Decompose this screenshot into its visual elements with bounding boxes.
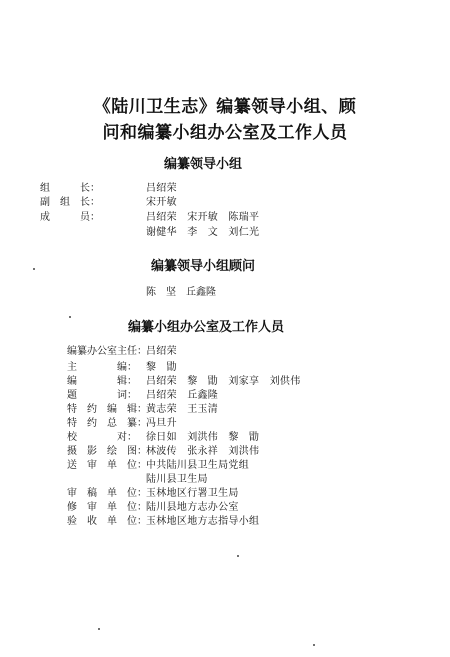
office-row [67,488,307,500]
office-row [67,432,307,444]
page-title-line-1: 《陆川卫生志》编纂领导小组、顾 [93,97,357,117]
office-row [67,474,307,486]
leadership-row [40,183,290,195]
office-row [67,460,307,472]
office-row-label: 验 收 单 位： [67,516,147,527]
scan-speck [69,316,71,318]
office-row-value: 陆川县地方志办公室 [146,502,239,513]
scan-speck [98,628,100,630]
scan-speck [237,555,239,557]
page-title-line-2: 问和编纂小组办公室及工作人员 [102,123,348,143]
office-row-label: 修 审 单 位： [67,502,147,513]
office-row-value: 林波传 张永祥 刘洪伟 [146,446,260,457]
office-row [67,362,307,374]
office-row [67,346,307,358]
leadership-row-value: 谢健华 李 文 刘仁光 [146,227,260,238]
office-row-label: 摄 影 绘 图： [67,446,147,457]
office-row [67,516,307,528]
office-row-value: 中共陆川县卫生局党组 [146,460,249,471]
office-row-label: 特 约 编 辑： [67,404,147,415]
office-row-label: 编 辑： [67,376,137,387]
office-row-value: 黄志荣 王玉清 [146,404,219,415]
leadership-row-label: 组 长： [40,183,100,194]
leadership-row-value: 吕绍荣 宋开敏 陈瑞平 [146,212,260,223]
office-row-value: 玉林地区行署卫生局 [146,488,239,499]
office-row-label: 主 编： [67,362,137,373]
office-row [67,404,307,416]
leadership-heading: 编纂领导小组 [164,157,243,172]
office-row-value: 玉林地区地方志指导小组 [146,516,260,527]
office-heading: 编纂小组办公室及工作人员 [128,320,285,335]
leadership-row-value: 宋开敏 [146,197,177,208]
office-row-value: 吕绍荣 黎 勖 刘家享 刘供伟 [146,376,301,387]
advisors-names: 陈 坚 丘鑫隆 [146,287,216,298]
office-row-value: 冯旦升 [146,418,177,429]
leadership-row-value: 吕绍荣 [146,183,177,194]
leadership-row-label: 成 员： [40,212,100,223]
office-row [67,418,307,430]
office-row-label: 送 审 单 位： [67,460,147,471]
advisors-heading: 编纂领导小组顾问 [151,259,256,274]
leadership-row [40,212,290,224]
office-row-value: 陆川县卫生局 [146,474,208,485]
office-row-value: 吕绍荣 [146,346,177,357]
office-row-label: 特 约 总 纂： [67,418,147,429]
leadership-row [40,197,290,209]
office-row-label: 题 词： [67,390,137,401]
leadership-row [40,227,290,239]
scan-speck [33,268,35,270]
office-row-label: 审 稿 单 位： [67,488,147,499]
office-row-label: 编纂办公室主任： [67,346,147,357]
office-row-value: 黎 勖 [146,362,177,373]
office-row [67,390,307,402]
scan-speck [313,644,315,646]
office-row [67,376,307,388]
office-row [67,446,307,458]
office-row-value: 吕绍荣 丘鑫隆 [146,390,219,401]
office-row [67,502,307,514]
office-row-label: 校 对： [67,432,137,443]
office-row-value: 徐日如 刘洪伟 黎 勖 [146,432,260,443]
leadership-row-label: 副 组 长： [40,197,100,208]
